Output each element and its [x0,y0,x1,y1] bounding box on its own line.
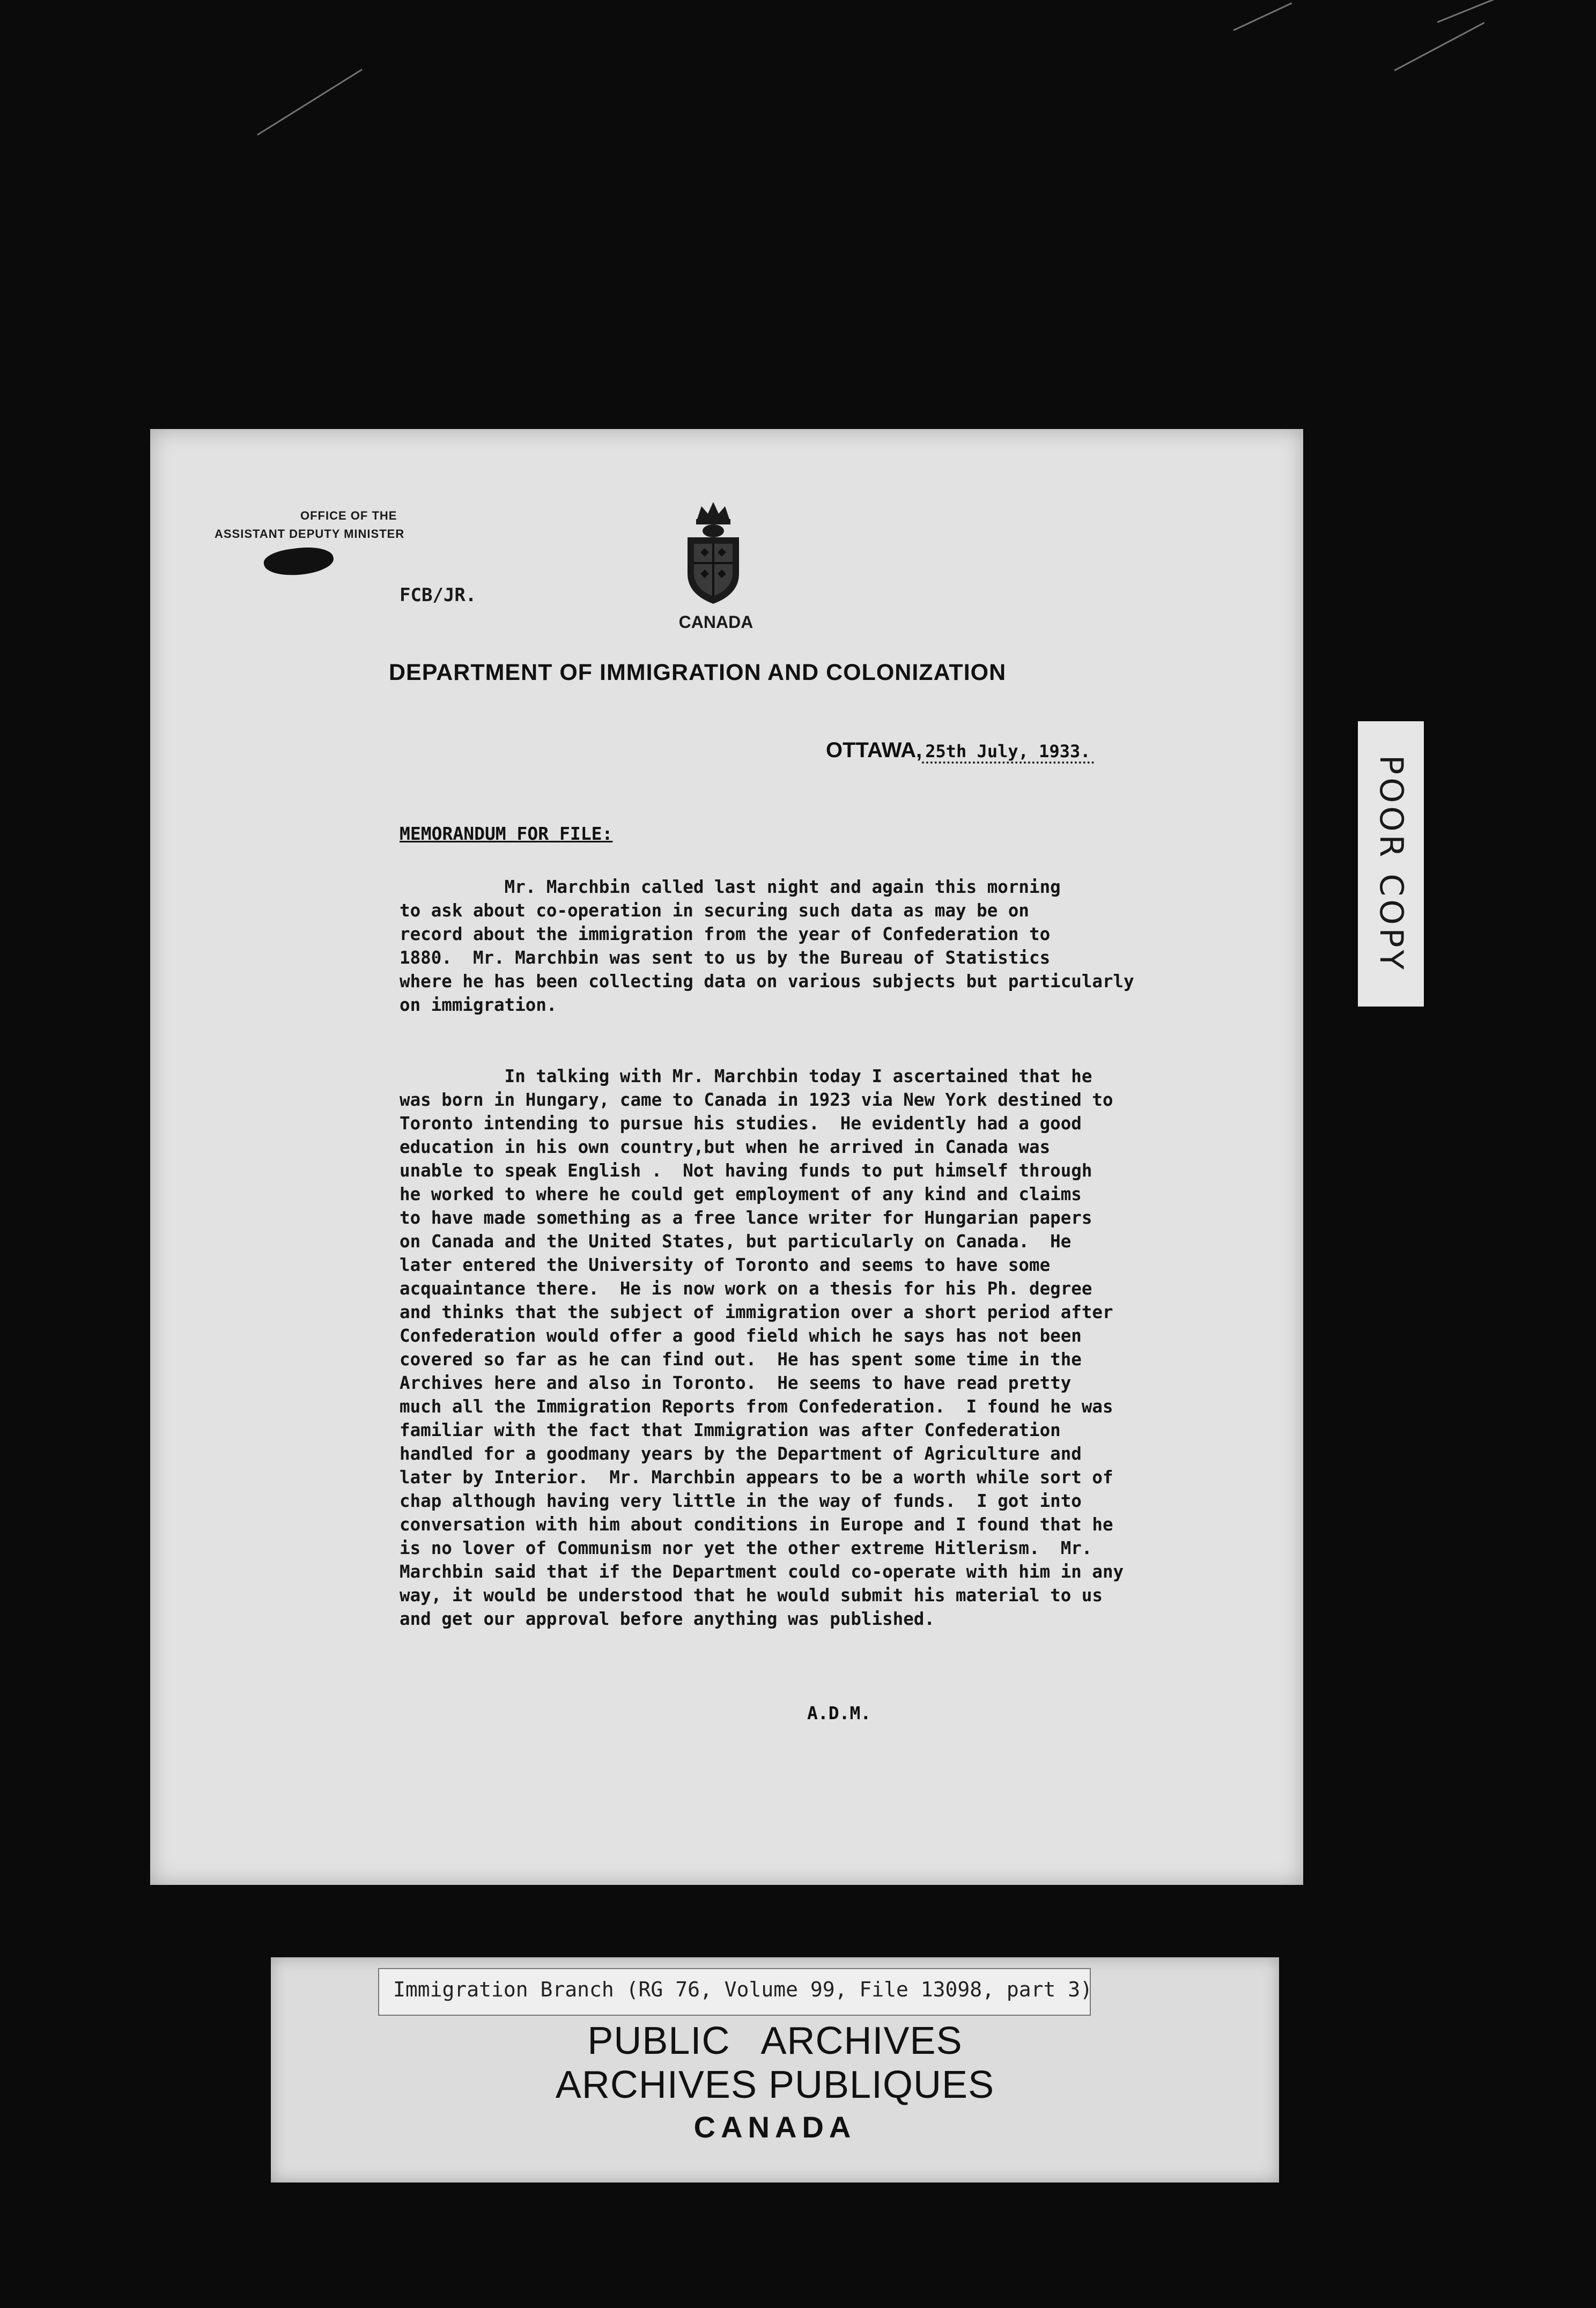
place-label: OTTAWA, [826,738,922,762]
archive-reference-box [378,1968,1091,2016]
archive-line-3: CANADA [693,2110,856,2144]
film-scratch [1437,0,1497,23]
archive-name [271,2019,1279,2148]
country-label: CANADA [678,612,753,632]
memo-date: 25th July, 1933. [922,741,1093,764]
archive-reference: Immigration Branch (RG 76, Volume 99, File 13098, part 3) [393,1978,1093,2001]
memo-paragraph-1: Mr. Marchbin called last night and again this morning to ask about co-operation in securing such data as may be on record about the immigration from the year of Confederation to 1880. Mr. Marchbin was sent to us by the Bureau of Statistics where he has been collecting data on various subjects but particularly on immigration. [400,877,1134,1015]
department-name: DEPARTMENT OF IMMIGRATION AND COLONIZATION [389,660,1007,685]
office-line-2: ASSISTANT DEPUTY MINISTER [215,527,405,541]
film-scratch [1394,22,1484,71]
signature-initials: A.D.M. [807,1703,871,1723]
office-title [215,507,404,543]
memo-paragraph-2: In talking with Mr. Marchbin today I ascertained that he was born in Hungary, came to Canada in 1923 via New York destined to Toronto intending to pursue his studies. He evidently had a good education in his own country,but when he arrived in Canada was unable to speak English . Not having funds to put himself through he worked to where he could get employment of any kind and claims to have made something as a free lance writer for Hungarian papers on Canada and the United States, but particularly on Canada. He later entered the University of Toronto and seems to have some acquaintance there. He is now work on a thesis for his Ph. degree and thinks that the subject of immigration over a short period after Confederation would offer a good field which he says has not been covered so far as he can find out. He has spent some time in the Archives here and also in Toronto. He seems to have read pretty much all the Immigration Reports from Confederation. I found he was familiar with the fact that Immigration was after Confederation handled for a goodmany years by the Department of Agriculture and later by Interior. Mr. Marchbin appears to be a worth while sort of chap although having very little in the way of funds. I got into conversation with him about conditions in Europe and I found that he is no lover of Communism nor yet the other extreme Hitlerism. Mr. Marchbin said that if the Department could co-operate with him in any way, it would be understood that he would submit his material to us and get our approval before anything was published. [400,1066,1124,1629]
reference-initials: FCB/JR. [400,585,477,606]
memo-heading: MEMORANDUM FOR FILE: [400,823,613,844]
poor-copy-label [1358,721,1424,1007]
poor-copy-text: POOR COPY [1372,754,1410,973]
coat-of-arms-icon [676,499,751,606]
archive-line-1: PUBLIC ARCHIVES [587,2020,963,2062]
film-scratch [257,69,363,135]
film-scratch [1233,2,1292,31]
archive-line-2: ARCHIVES PUBLIQUES [555,2063,995,2106]
office-line-1: OFFICE OF THE [300,509,397,522]
ink-blot [262,543,335,580]
archive-stamp [271,1957,1279,2183]
dateline [826,738,1094,763]
memo-page [150,429,1303,1885]
